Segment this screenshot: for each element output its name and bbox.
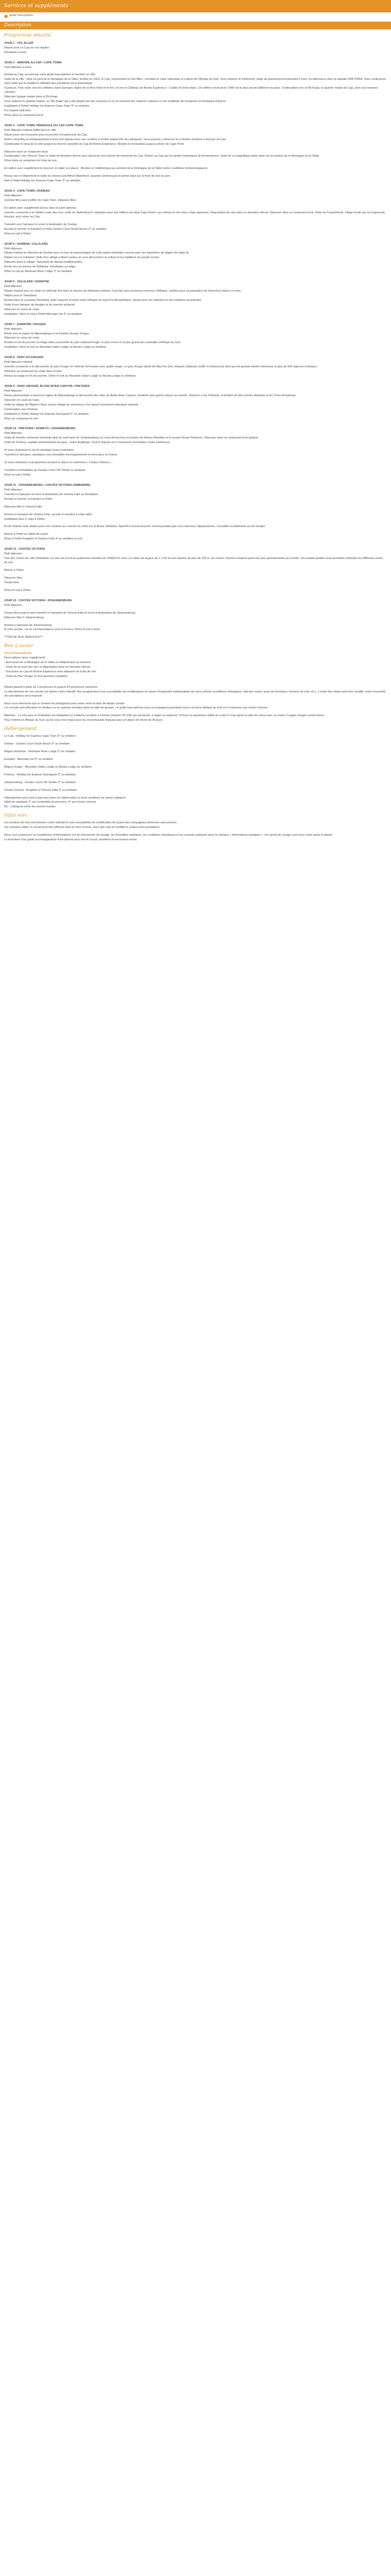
- paragraph: Nuit à l'hôtel Holiday Inn Express Cape Town 3* ou similaire.: [4, 179, 82, 183]
- guide-tag: [0, 12, 391, 20]
- spacer: [4, 478, 387, 481]
- paragraph: Tuynhuys. Puis visite vers les célèbres Saint Georges, église de la Rive Nord et le fort, et vers le Château de Bonne Espérance - Castle of Good Hope. Cet édifice construit en 1666 est le plus ancien bâtiment du pays. Continuation vers le Bo-Kaap, le quartier malais du Cap, avec ses maisons colorées.: [4, 87, 378, 94]
- paragraph: Route vers la région du Mpumalanga et la frontière du parc Kruger.: [4, 332, 90, 335]
- paragraph: Petit déjeuner.: [4, 389, 23, 393]
- paragraph: Continuation vers Simon's Town et visite de Boulders Beach pour découvrir une colonie de manchots du Cap. Retour au Cap par les jardins botaniques de Kirstenbosch. Visite de ce magnifique jardin situé sur les pentes de la Montagne de la Table.: [4, 155, 320, 158]
- paragraph: En option avec supplément (à réserver et régler sur place) : Montée en téléphérique au sommet de la Montagne de la Table (selon conditions météorologiques).: [4, 167, 208, 171]
- paragraph: Transfert à l'aéroport, assistance aux formalités d'enregistrement et envol pour la France.: [4, 453, 118, 457]
- paragraph: Déjeuner dans un restaurant local.: [4, 150, 48, 154]
- section-description: Description: [0, 22, 391, 29]
- spacer: [4, 594, 387, 597]
- spacer: [4, 184, 387, 187]
- paragraph: Petit déjeuner.: [4, 432, 23, 435]
- paragraph: Déjeuner en cours de route.: [4, 398, 40, 402]
- paragraph: À votre arrivée, vol en correspondance pour la France. Dîner et nuit à bord.: [4, 628, 101, 632]
- paragraph: Prestation à bord.: [4, 50, 27, 54]
- paragraph: Arrivée à l'aéroport de Johannesburg.: [4, 623, 53, 627]
- paragraph: Visite de la ville : situé au pied de la Montagne de la Table, fondée en 1652, le Cap, surnommée la Cité Mère, constitue le cœur historique et culturel de l'Afrique du Sud. Vous visiterez le Parlement, siège du gouvernement pendant 6 mois, en alternance avec la capitale PRETORIA. Vous continuerez votre visite par la résidence officielle des présidents de la République.: [4, 78, 386, 86]
- paragraph: Accueil à l'arrivée et transfert à l'hôtel.: [4, 497, 53, 501]
- day-heading: JOUR 1 : VOL ALLER: [4, 41, 34, 45]
- paragraph: Retour vers le Waterfront et visite du Victoria and Alfred Waterfront, quartier commerçant et animé situé sur le front de mer du port.: [4, 175, 171, 178]
- paragraph: Nous vous informons que le nombre de participants peut varier selon la date de départ choisie.: [4, 702, 125, 705]
- paragraph: Arrivée au Cap, accueil par votre guide francophone et transfert en ville.: [4, 73, 96, 77]
- paragraph: - Excursion au Cap de Bonne Espérance avec déjeuner de fruits de mer: [4, 670, 96, 673]
- paragraph: Temps libre jusqu'à votre transfert à l'aéroport de Victoria Falls et envol à destination de Johannesburg.: [4, 611, 136, 615]
- guide-icon: ✓: [5, 14, 7, 18]
- paragraph: Dîner et nuit à l'hôtel.: [4, 473, 31, 477]
- paragraph: Temps libre.: [4, 581, 20, 584]
- paragraph: Pour l'entrée en Afrique du Sud, aucun visa n'est requis pour les ressortissants français pour un séjour de moins de 90 jours.: [4, 719, 164, 722]
- paragraph: Dîner dans un restaurant de fruits de mer.: [4, 159, 58, 163]
- paragraph: Petit déjeuner.: [4, 603, 23, 607]
- paragraph: Transfert vers l'aéroport et envol à destination de Durban.: [4, 223, 78, 226]
- day-heading: JOUR 4 : CAPE TOWN / DURBAN: [4, 190, 50, 193]
- paragraph: Journée consacrée à la découverte du parc Kruger en véhicule 4x4 ouvert avec guide ranger. Le parc Kruger abrite les Big Five (lion, léopard, éléphant, buffle et rhinocéros) ainsi qu'une grande variété d'animaux et plus de 500 espèces d'oiseaux.: [4, 365, 318, 369]
- paragraph: Déjeuner dans le village. Spectacle de danses traditionnelles.: [4, 261, 83, 264]
- paragraph: Le Cap : Holiday Inn Express Cape Town 3* ou similaire: [4, 735, 76, 738]
- infos-title: Infos voix: [4, 813, 27, 819]
- page-title: Services et suppléments: [4, 3, 68, 9]
- paragraph: NC : Catégorie selon les normes locales.: [4, 805, 57, 809]
- paragraph: Région Hluhluwe : Hluhluwe River Lodge 3* ou similaire: [4, 750, 76, 753]
- paragraph: Journée libre pour profiter de Cape Town. Déjeuner libre.: [4, 199, 77, 202]
- paragraph: Dîner au restaurant et nuit.: [4, 417, 39, 420]
- day-heading: JOUR 10 : PRETORIA / SOWETO / JOHANNESBURG: [4, 427, 76, 431]
- day-heading: JOUR 9 : PARC KRUGER, BLYDE RIVER CANYON / PRETORIA: [4, 384, 90, 388]
- paragraph: Transfert à l'aéroport et envol à destination de Victoria Falls au Zimbabwe.: [4, 493, 99, 496]
- day-heading: JOUR 6 : ZULULAND / ESWATINI: [4, 280, 49, 284]
- paragraph: Dîner et nuit au Hluhluwe River Lodge 3* ou similaire.: [4, 270, 73, 274]
- paragraph: Dîner et nuit à l'hôtel.: [4, 232, 31, 235]
- paragraph: Visite de Soweto, immense township situé au sud-ouest de Johannesburg, où vous découvrirez la maison de Nelson Mandela et le musée Hector Pieterson. Déjeuner dans un restaurant local typique.: [4, 436, 259, 440]
- paragraph: Visite d'une fabrique de bougies et du marché artisanal.: [4, 303, 75, 307]
- paragraph: Petit déjeuner à bord.: [4, 65, 32, 69]
- paragraph: Départ matinal en direction de Durban pour un tour de panoramique de cette station balnéaire connue pour ses kilomètres de plages de sable fin.: [4, 251, 190, 255]
- day-heading: JOUR 13 : CHUTES VICTORIA / JOHANNESBURG: [4, 599, 72, 602]
- bonasavoir-subtitle: Circuit francophone: [4, 652, 32, 655]
- paragraph: Pretoria : Holiday Inn Express Sunnypark 3* ou similaire: [4, 773, 76, 776]
- paragraph: Durban : Garden Court South Beach 3* ou similaire: [4, 742, 70, 745]
- day-heading: JOUR 5 : DURBAN / ZULULAND: [4, 242, 48, 246]
- paragraph: Eswatini : Mountain Inn 3* ou similaire: [4, 757, 53, 761]
- paragraph: Arrêt à Hout Bay et embarquement à bord d'un bateau pour une croisière à Duiker Island (l'île aux phoques). Vous pourrez y observer les colonies d'otaries à fourrure du Cap.: [4, 138, 227, 141]
- paragraph: Dîner et nuit à l'hôtel.: [4, 588, 31, 592]
- paragraph: - Visite du Parc Kruger en 4x4 (journée complète): [4, 674, 68, 678]
- spacer: [4, 56, 387, 59]
- paragraph: Départ matinal pour un safari en véhicule 4x4 dans la réserve de Hluhluwe-Imfolozi, l'une des plus anciennes réserves d'Afrique, célèbre pour sa population de rhinocéros blancs et noirs.: [4, 290, 242, 293]
- paragraph: Visite de Pretoria, capitale administrative du pays : Union Buildings, Church Square et le monument Voortrekker (visite extérieure).: [4, 441, 171, 445]
- paragraph: Les circuits sont effectués en minibus ou en autocar climatisé selon la taille du groupe. Le guide francophone vous accompagnera pendant tout le circuit en Afrique du Sud et à l'extension aux chutes Victoria.: [4, 706, 268, 710]
- paragraph: Petit déjeuner.: [4, 247, 23, 250]
- paragraph: Sur certaines dates, le circuit peut être effectué dans le sens inverse, sans que cela ne modifie le contenu des prestations.: [4, 826, 160, 829]
- programme-content: [0, 42, 391, 640]
- hebergement-title: Hébergement: [4, 726, 37, 732]
- paragraph: Déjeuner au restaurant du camp dans le parc.: [4, 370, 63, 374]
- paragraph: - Ascension de la Montagne de la Table en téléphérique (à réserver): [4, 660, 91, 664]
- spacer: [4, 317, 387, 320]
- bonasavoir-content: [0, 656, 391, 723]
- paragraph: Pack options (avec supplément) :: [4, 656, 47, 660]
- spacer: [4, 237, 387, 240]
- paragraph: Retour à l'hôtel.: [4, 569, 25, 572]
- guide-label: guide francophone: [9, 14, 34, 18]
- paragraph: Continuation vers Pretoria.: [4, 408, 39, 411]
- infos-content: [0, 821, 391, 842]
- day-heading: JOUR 2 : ARRIVÉE AU CAP / CAPE TOWN: [4, 61, 62, 64]
- paragraph: Petit déjeuner.: [4, 194, 23, 198]
- paragraph: Déjeuner typique malais dans le Bo-Kaap.: [4, 95, 58, 99]
- paragraph: Hébergement pour tout le parcours dans les hôtels listés ou leurs similaires de même catégorie.: [4, 796, 127, 800]
- spacer: [4, 118, 387, 122]
- spacer: [4, 350, 387, 353]
- paragraph: Arrivée dans le royaume d'Eswatini, petit royaume enclavé entre l'Afrique du Sud et le Mozambique, réputé pour son artisanat et ses traditions ancestrales.: [4, 298, 202, 302]
- paragraph: La fourniture d'un guide accompagnateur francophone pour tout le circuit, transferts et excursions inclus.: [4, 838, 138, 841]
- paragraph: Départ pour le Swaziland.: [4, 294, 38, 297]
- paragraph: Si vous choisissez le programme incluant le séjour en extension « Chutes Victoria » :: [4, 461, 113, 465]
- paragraph: Déjeuner libre.: [4, 576, 23, 580]
- paragraph: Déjeuner en cours de route.: [4, 336, 40, 340]
- paragraph: - Visite de la route des vins et dégustation dans un domaine viticole: [4, 665, 90, 669]
- paragraph: Installation pour 2 nuits à l'hôtel.: [4, 517, 45, 521]
- paragraph: Déjeuner libre à Johannesburg.: [4, 616, 45, 619]
- spacer: [4, 379, 387, 382]
- paragraph: ***FIN DE NOS SERVICES***: [4, 636, 43, 639]
- day-heading: JOUR 7 : ESWATINI / KRUGER: [4, 323, 46, 326]
- paragraph: Continuation le long de la côte jusqu'à la réserve naturelle du Cap de Bonne Espérance. Montée en funiculaire jusqu'au phare de Cape Point.: [4, 142, 185, 146]
- spacer: [4, 275, 387, 278]
- paragraph: Déjeuner en cours de route.: [4, 308, 40, 311]
- paragraph: Accueil à l'arrivée et transfert à l'hôtel Garden Court South Beach 3* ou similaire.: [4, 227, 107, 231]
- paragraph: Chutes Victoria : Kingdom of Victoria Falls 4* ou similaire: [4, 788, 77, 792]
- spacer: [4, 542, 387, 545]
- paragraph: Vous visiterez le quartier malais, ou "Bo-Kaap" qui a été peuplé par des esclaves et où se trouvent des maisons colorées et une multitude de mosquées et boutiques d'épices.: [4, 100, 227, 104]
- paragraph: Route panoramique à travers la région du Mpumalanga et découverte des sites du Blyde River Canyon, troisième plus grand canyon au monde : Bourke's Luck Potholes, la fenêtre de Dieu (God's Window) et les Three Rondavels.: [4, 394, 297, 397]
- paragraph: Petit déjeuner.: [4, 552, 23, 556]
- bonasavoir-subtitle-wrap: [0, 652, 391, 656]
- paragraph: Petit déjeuner.: [4, 488, 23, 492]
- paragraph: Région Kruger : Mountain Safari Lodge ou Bundu Lodge ou similaire: [4, 765, 92, 769]
- paragraph: Visite du village de Pilgrim's Rest, ancien village de chercheurs d'or classé monument historique national.: [4, 403, 139, 406]
- day-heading: JOUR 11 : JOHANNESBURG / CHUTES VICTORIA (ZIMBABWE): [4, 483, 91, 487]
- paragraph: Attention : Le visa pour le Zimbabwe est obligatoire et s'obtient sur place à l'arrivée (environ 30 USD par personne, à régler en espèces). Prévoir un passeport valide au moins 6 mois après la date de retour avec au moins 2 pages vierges consécutives.: [4, 714, 325, 718]
- bonasavoir-title: Bon à savoir: [4, 643, 34, 649]
- day-heading: JOUR 8 : PARC DU KRUGER: [4, 356, 44, 360]
- day-heading: JOUR 3 : CAPE TOWN, PÉNINSULE DU CAP-CAPE TOWN: [4, 124, 84, 127]
- paragraph: Départ vers le Zululand. Visite d'un village culturel zoulou où vous découvrirez la culture et les traditions du peuple zoulou.: [4, 256, 160, 260]
- paragraph: Installation, dîner et nuit au Mountain Safari Lodge ou Bundu Lodge ou similaire.: [4, 346, 107, 349]
- paragraph: Route vers la réserve de Hluhluwe. Installation au lodge.: [4, 265, 76, 269]
- paragraph: Les horaires de vols sont donnés à titre indicatif et sont susceptibles de modification de la part des compagnies aériennes sans préavis.: [4, 821, 177, 825]
- paragraph: Retour au lodge en fin de journée. Dîner et nuit au Mountain Safari Lodge ou Bundu Lodge ou similaire.: [4, 375, 137, 378]
- hebergement-content: [0, 735, 391, 809]
- paragraph: Départ pour Le Cap sur vol régulier.: [4, 46, 50, 49]
- paragraph: Journée consacrée à la célèbre route des vins, visite de Stellenbosch, répandue pour ses édifices de style Cape Dutch, ses chênes et ses vieux chais vignerons. Dégustation de vins dans un domaine viticole. Déjeuner dans un restaurant local. Visite de Franschhoek, village fondé par les huguenots français, puis retour au Cap.: [4, 211, 385, 218]
- paragraph: Départ garanti à partir de 2 personnes et jusqu'à 24 personnes maximum: [4, 685, 98, 689]
- paragraph: Si vous choisissez le circuit classique (sans extension) :: [4, 449, 76, 452]
- paragraph: Installation, dîner et nuit à l'hôtel Mountain Inn 3* ou similaire.: [4, 312, 83, 316]
- paragraph: Fin d'après-midi libre.: [4, 109, 32, 112]
- paragraph: Tour des chutes du côté Zimbabwe. Ce site est inscrit au patrimoine mondial de l'UNESCO. Avec un mètre de largeur de 1,7 km et une hauteur de plus de 100 m, les chutes Victoria comptent parmi les plus spectaculaires au monde. Une balade guidée vous permettra d'admirer les différents points de vue.: [4, 557, 383, 565]
- page: [0, 0, 391, 842]
- paragraph: Arrivée et transport de Victoria Falls, accueil et transfert à votre hôtel.: [4, 513, 93, 516]
- paragraph: Petit déjeuner matinal buffet bien en ville.: [4, 128, 57, 132]
- paragraph: Dîner à l'hôtel Kingdom of Victoria Falls 4* ou similaire et nuit.: [4, 537, 83, 541]
- paragraph: Installation à l'hôtel Holiday Inn Express Sunnypark 3* ou similaire.: [4, 412, 90, 416]
- header-banner: [0, 0, 391, 12]
- paragraph: Hôtel de catégorie 3* sur l'ensemble du parcours, 4* aux chutes Victoria.: [4, 801, 97, 804]
- programme-title: Programme détaillé: [4, 33, 51, 38]
- paragraph: Installation à l'hôtel Holiday Inn Express Cape Town 3* ou similaire.: [4, 105, 90, 108]
- day-heading: JOUR 12 : CHUTES VICTORIA: [4, 548, 45, 551]
- paragraph: Johannesburg : Garden Court OR Tambo 3* ou similaire: [4, 781, 76, 784]
- paragraph: Nous vous proposons un complément d'informations sur les documents de voyage, les formalités sanitaires, les conditions climatiques et les conseils pratiques dans la rubrique « Informations pratiques ». Un carnet de voyage vous sera remis avant le départ.: [4, 834, 333, 837]
- spacer: [4, 421, 387, 425]
- paragraph: En fin d'après-midi, départ pour une croisière au coucher du soleil sur le fleuve Zambèze. Apéritif et amuse-bouche à bord pendant que vous observez hippopotames, crocodiles et éléphants sur les berges.: [4, 525, 266, 529]
- paragraph: Petit déjeuner.: [4, 327, 23, 331]
- paragraph: Déjeuner libre à Victoria Falls.: [4, 505, 43, 509]
- paragraph: Petit déjeuner matinal.: [4, 361, 33, 364]
- paragraph: Petit déjeuner.: [4, 285, 23, 289]
- paragraph: Le déroulement de nos circuits est donné à titre indicatif. Nos programmes sont susceptibles de modifications en raison d'impératifs indépendants de notre volonté (conditions climatiques, état des routes, jours de fermeture, horaires de vols, etc.). L'ordre des visites peut être modifié, mais l'ensemble des prestations sera respecté.: [4, 690, 386, 698]
- paragraph: Départ pour une excursion pour la journée à la péninsule du Cap.: [4, 133, 88, 137]
- paragraph: Retour à l'hôtel en début de soirée.: [4, 533, 49, 536]
- paragraph: En option avec supplément (inclus dans le pack options) :: [4, 206, 78, 210]
- paragraph: Transfert et installation au Garden Court OR Tambo ou similaire.: [4, 469, 87, 472]
- paragraph: Dîner dans un restaurant local.: [4, 113, 44, 117]
- paragraph: Arrivée en fin de journée au lodge situé à proximité du parc national Kruger, le plus connu et le plus grand parc animalier d'Afrique du Sud.: [4, 341, 181, 345]
